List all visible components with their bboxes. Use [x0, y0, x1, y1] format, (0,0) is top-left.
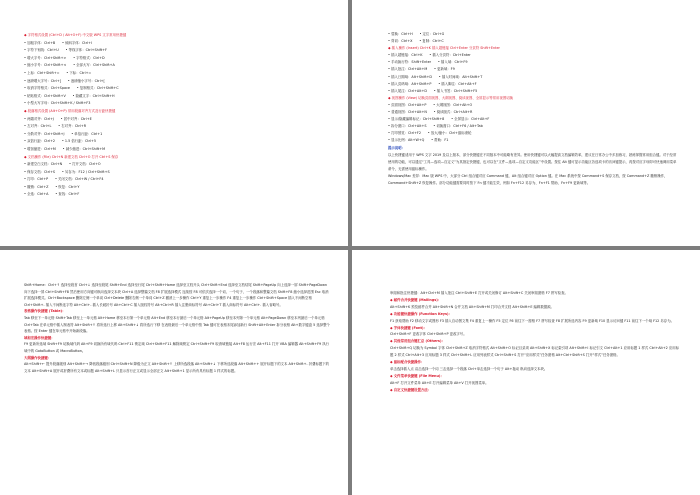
text-line: 表格操作快捷键 (Table)： [24, 309, 66, 314]
text-line: • 手动换行符：Shift+Enter • 插入域：Ctrl+F9 [388, 60, 468, 65]
text-line: • 增大字号：Ctrl+Shift+> • 字符格式：Ctrl+D [24, 55, 105, 60]
text-line: ◆ 其他常用组合键汇总 (Others)： [390, 339, 445, 344]
paragraph: F1 获取帮助 F2 移动文字或图形 F3 插入自动图文集 F4 重复上一操作 F5 定位 F6 前往下一窗格 F7 拼写检查 F8 扩展所选内容 F9 更新域 F10 显示访问键 F11 前往下一个域 F12 另存为。 [390, 318, 674, 323]
text-line: • 撤销：Ctrl+Z • 恢复：Ctrl+Y [24, 184, 80, 189]
text-line: • 增加缩进：Ctrl+M • 减少缩进：Ctrl+Shift+M [24, 146, 105, 151]
text-line: • 插入超链接：Ctrl+K • 插入分页符：Ctrl+Enter [388, 53, 471, 58]
paragraph: Ctrl+Shift+Q 切换为 Symbol 字体 Ctrl+Shift+Z 取消字符格式 Alt+Shift+O 标记目录项 Alt+Shift+X 标记索引项 Alt+Shift+I 标记引文 Ctrl+Alt+1 应用标题 1 样式 Ctrl+Alt+2 应用标题 2 样式 Ctrl+Alt+3 应用标题 3 样式 Ctrl+Shift+L 应用列表样式 Ctrl+Shift+S 打开“应用样式”任务窗格 Alt+Ctrl+Shift+S 打开“样式”任务窗格。 [390, 346, 680, 358]
text-line: ◆ 自定义快捷键设置方法： [390, 387, 432, 392]
text-line: • 插入日期域：Alt+Shift+D • 插入时间域：Alt+Shift+T [388, 74, 483, 79]
text-line: • 打印预览：Ctrl+F2 • 放大/缩小：Ctrl+鼠标滚轮 [388, 131, 472, 136]
text-line: • 上标：Ctrl+Shift+= • 下标：Ctrl+= [24, 70, 92, 75]
text-line: • 替换：Ctrl+H • 定位：Ctrl+G [388, 32, 445, 36]
text-line: 域和宏操作快捷键： [24, 335, 55, 340]
text-line: • 双倍行距：Ctrl+2 • 1.5 倍行距：Ctrl+5 [24, 139, 96, 144]
text-line: ◆ 文档操作 (File) Ctrl+N 新建文档 Ctrl+O 打开 Ctrl+S 保存 [24, 154, 119, 159]
text-line: • 全选：Ctrl+A • 查找：Ctrl+F [24, 192, 80, 197]
text-line: 大纲操作快捷键： [24, 355, 52, 360]
text-line: ◆ 邮件合并快捷键 (Mailings)： [390, 297, 442, 302]
text-line: ◆ 字体快捷键 (Font)： [390, 325, 427, 330]
text-line: 提示说明： [388, 145, 405, 150]
text-line: ◆ 插入操作 (Insert) Ctrl+K 插入超链接 Ctrl+Enter 分页符 Shift+Enter [388, 46, 500, 51]
paragraph: Ctrl+Shift+F 更改字体 Ctrl+Shift+P 更改字号。 [390, 332, 467, 337]
text-line: ◆ 段落格式设置 (Alt+O+P) 常用段落对齐方式及行距快捷键 [24, 108, 116, 113]
text-line: • 保存文档：Ctrl+S • 另存为：F12 / Ctrl+Shift+S [24, 169, 110, 174]
text-line: • 分散对齐：Ctrl+Shift+J • 单倍行距：Ctrl+1 [24, 131, 103, 136]
text-line: • 显示/隐藏编辑标记：Ctrl+Shift+8 • 全屏显示：Ctrl+Alt+F [388, 117, 490, 122]
paragraph: 单击选择插入点 双击选择一个词 三击选择一个段落 Ctrl+单击选择一个句子 Alt+拖动 纵向选择文本块。 [390, 366, 548, 371]
paragraph: Alt+Shift+← 提升段落级别 Alt+Shift+→ 降低段落级别 Ctrl+Shift+N 降级为正文 Alt+Shift+↑ 上移所选段落 Alt+Shift+↓ 下移所选段落 Alt+Shift++ 展开标题下的文本 Alt+Shift+- 折叠标题下的文本 Alt+Shift+A 展开或折叠所有文本或标题 Alt+Shift+L 只显示首行正文或显示全部正文 Alt+Shift+1 显示所有具有标题 1 样式的标题。 [24, 362, 330, 373]
text-line: • 缩小字号：Ctrl+Shift+< • 全部大写：Ctrl+Shift+A [24, 63, 115, 68]
text-line: • 打印：Ctrl+P • 关闭文档：Ctrl+W / Ctrl+F4 [24, 177, 104, 182]
text-line: • 剪切：Ctrl+X • 复制：Ctrl+C [388, 39, 444, 44]
text-line: • 小型大写字母：Ctrl+Shift+K / Shift+F3 [24, 101, 91, 106]
paragraph: F9 更新所选域 Shift+F9 切换域代码 Alt+F9 切换所有域代码 Ctrl+F11 锁定域 Ctrl+Shift+F11 解除域锁定 Ctrl+Shift+F9 取消域链接 Alt+F8 运行宏 Alt+F11 打开 VBA 编辑器 Alt+Shift+F9 执行域中的 GotoButton 或 MacroButton。 [24, 342, 330, 353]
text-line: • 取消字符格式：Ctrl+Space • 复制格式：Ctrl+Shift+C [24, 86, 119, 91]
document-page-3 [0, 250, 348, 495]
text-line: • 新建空白文档：Ctrl+N • 打开文档：Ctrl+O [24, 162, 101, 167]
document-page-4 [352, 250, 700, 495]
text-line: • 粘贴格式：Ctrl+Shift+V • 隐藏文字：Ctrl+Shift+H [24, 93, 115, 98]
text-line: • 插入页码域：Alt+Shift+P • 插入脚注：Ctrl+Alt+F [388, 81, 477, 86]
paragraph: Alt+Shift+K 预览邮件合并 Alt+Shift+N 合并文档 Alt+Shift+M 打印合并文档 Alt+Shift+E 编辑数据源。 [390, 304, 554, 309]
text-line: • 普通视图：Ctrl+Alt+N • 阅读版式：Ctrl+Alt+R [388, 110, 473, 115]
paragraph: 以上快捷键适用于 WPS 文字 2019 及以上版本，部分快捷键在不同版本中可能略有差异。使用快捷键可以大幅提高文档编辑效率，建议在日常办公中多加练习，熟练掌握常用组合键。对于经常使用的功能，可以通过“工具—选项—自定义”为其指定快捷键，也可以在“文件—选项—自定义功能区”中设置。按住 Alt 键可显示功能区各选项卡的访问键提示，再按对应字母即可快速调用菜单命令，无需使用鼠标操作。 [388, 152, 677, 171]
text-line: • 显示比例：Alt+W+Q • 帮助：F1 [388, 138, 449, 143]
text-line: • 左对齐：Ctrl+L • 右对齐：Ctrl+R [24, 124, 87, 129]
paragraph: Tab 移至下一单元格 Shift+Tab 移至上一单元格 Alt+Home 移至本行第一个单元格 Alt+End 移至本行最后一个单元格 Alt+PageUp 移至本列第一个单元格 Alt+PageDown 移至本列最后一个单元格 Ctrl+Tab 在单元格中插入制表符 Alt+Shift+↑ 将所选行上移 Alt+Shift+↓ 将所选行下移 在表格最后一个单元格中按 Tab 键可在表格末尾添加新行 Shift+Alt+Enter 拆分表格 Alt+数字键盘 5 选择整个表格。按 Enter 键在单元格中开始新段落。 [24, 315, 330, 334]
text-line: ◆ 功能键快捷操作 (Function Keys)： [390, 311, 452, 316]
text-line: ◆ 字符格式设置 (Ctrl+D / Alt+O+F) 中文版 WPS 文字常用快捷键 [24, 33, 127, 37]
text-line: • 加粗字体：Ctrl+B • 倾斜字体：Ctrl+I [24, 40, 92, 45]
paragraph: Alt+F 打开文件菜单 Alt+E 打开编辑菜单 Alt+V 打开视图菜单。 [390, 380, 489, 385]
document-page-1 [0, 0, 348, 246]
paragraph: Shift+Home：Ctrl+↑ 选择至段首 Ctrl+↓ 选择至段尾 Shift+End 选择至行尾 Ctrl+Shift+Home 选择至文档开头 Ctrl+Shift+End 选择至文档结尾 Shift+PageUp 向上选择一屏 Shift+PageDown 向下选择一屏 Ctrl+Shift+F8 然后使用方向键可纵向选择文本块 Ctrl+A 选择整篇文档 F8 扩展选择模式 连续按 F8 可依次选择一个词、一个句子、一个段落和整篇文档 Shift+F8 缩小选择范围 Esc 取消扩展选择模式。Ctrl+Backspace 删除左侧一个单词 Ctrl+Delete 删除右侧一个单词 Ctrl+Z 撤消上一步操作 Ctrl+Y 重复上一步操作 F4 重复上一步操作 Ctrl+Shift+Space 插入不间断空格 Ctrl+Shift+- 插入不间断连字符 Alt+Ctrl+- 插入长破折号 Alt+Ctrl+C 插入版权符号 Alt+Ctrl+R 插入注册商标符号 Alt+Ctrl+T 插入商标符号 Alt+Ctrl+. 插入省略号。 [24, 283, 329, 307]
document-page-2 [352, 0, 700, 246]
text-line: • 两端对齐：Ctrl+J • 居中对齐：Ctrl+E [24, 116, 92, 121]
text-line: • 插入批注：Ctrl+Alt+M • 更新域：F9 [388, 67, 455, 72]
paragraph: Windows/Mac 差异：Mac 版 WPS 中，大部分 Ctrl 组合键对应 Command 键，Alt 组合键对应 Option 键。在 Mac 系统中按 Command+S 保存文档，按 Command+Z 撤销操作，Command+Shift+Z 恢复操作。部分功能键需要同时按下 Fn 键才能生效，例如 Fn+F12 另存为、Fn+F1 帮助、Fn+F9 更新域等。 [388, 173, 668, 185]
paragraph: 审阅和批注快捷键：Alt+Ctrl+M 插入批注 Ctrl+Shift+E 打开或关闭修订 Alt+Shift+C 关闭审阅窗格 F7 拼写检查。 [390, 291, 568, 295]
text-line: ◆ 鼠标配合快捷操作： [390, 360, 425, 365]
text-line: • 插入尾注：Ctrl+Alt+D • 插入书签：Ctrl+Shift+F5 [388, 88, 478, 93]
text-line: • 字符下划线：Ctrl+U • 等线字体：Ctrl+Shift+F [24, 48, 107, 53]
text-line: • 拆分窗口：Ctrl+Alt+S • 切换窗口：Ctrl+F6 / Alt+Tab [388, 124, 483, 129]
text-line: • 逐磅增大字号：Ctrl+] • 逐磅缩小字号：Ctrl+[ [24, 78, 105, 83]
text-line: • 页面视图：Ctrl+Alt+P • 大纲视图：Ctrl+Alt+O [388, 102, 473, 107]
text-line: ◆ 文件菜单快捷键 (File Menu)： [390, 373, 444, 378]
text-line: ◆ 视图操作 (View) 切换页面视图、大纲视图、阅读视图、全屏显示等常用视图切换 [388, 95, 514, 100]
